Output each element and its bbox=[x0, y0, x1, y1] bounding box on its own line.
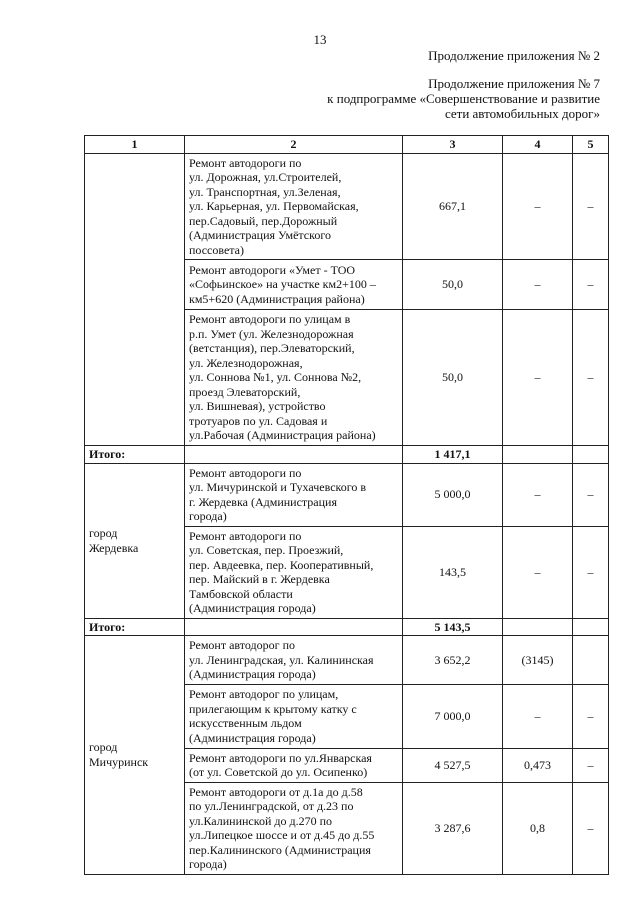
empty-cell bbox=[573, 446, 609, 464]
extra-value: – bbox=[573, 153, 609, 260]
road-repair-table bbox=[84, 135, 609, 875]
extra-value: – bbox=[573, 310, 609, 446]
empty-cell bbox=[503, 446, 573, 464]
indicator-value: 0,8 bbox=[503, 782, 573, 874]
subprogram-title-line2: сети автомобильных дорог» bbox=[444, 106, 600, 121]
amount-value: 50,0 bbox=[403, 310, 503, 446]
indicator-value: (3145) bbox=[503, 636, 573, 685]
appendix-continuation-7: Продолжение приложения № 7 bbox=[428, 76, 600, 91]
extra-value bbox=[573, 636, 609, 685]
column-header-2: 2 bbox=[185, 136, 403, 154]
project-description: Ремонт автодороги по ул.Январская (от ул. Советской до ул. Осипенко) bbox=[185, 748, 403, 782]
appendix-continuation-2: Продолжение приложения № 2 bbox=[428, 48, 600, 63]
amount-value: 5 000,0 bbox=[403, 463, 503, 526]
project-description: Ремонт автодороги по ул. Мичуринской и Тухачевского в г. Жердевка (Администрация города) bbox=[185, 463, 403, 526]
amount-value: 4 527,5 bbox=[403, 748, 503, 782]
column-header-5: 5 bbox=[573, 136, 609, 154]
amount-value: 3 287,6 bbox=[403, 782, 503, 874]
project-description: Ремонт автодороги по ул. Советская, пер. Проезжий, пер. Авдеевка, пер. Кооперативный, пер. Майский в г. Жердевка Тамбовской области (Администрация города) bbox=[185, 526, 403, 618]
district-cell bbox=[85, 153, 185, 446]
empty-cell bbox=[185, 618, 403, 636]
empty-cell bbox=[503, 618, 573, 636]
extra-value: – bbox=[573, 782, 609, 874]
project-description: Ремонт автодороги «Умет - ТОО «Софьинское» на участке км2+100 – км5+620 (Администрация района) bbox=[185, 260, 403, 310]
city-cell-zherdevka: город Жердевка bbox=[85, 463, 185, 618]
appendix-header bbox=[180, 48, 600, 121]
total-label: Итого: bbox=[85, 618, 185, 636]
total-label: Итого: bbox=[85, 446, 185, 464]
page-number: 13 bbox=[313, 32, 327, 47]
extra-value: – bbox=[573, 526, 609, 618]
indicator-value: – bbox=[503, 526, 573, 618]
subprogram-title-line1: к подпрограмме «Совершенствование и развитие bbox=[327, 91, 600, 106]
amount-value: 3 652,2 bbox=[403, 636, 503, 685]
city-cell-michurinsk: город Мичуринск bbox=[85, 636, 185, 875]
indicator-value: – bbox=[503, 260, 573, 310]
total-value: 5 143,5 bbox=[403, 618, 503, 636]
extra-value: – bbox=[573, 748, 609, 782]
column-header-4: 4 bbox=[503, 136, 573, 154]
table-row bbox=[85, 463, 609, 526]
indicator-value: – bbox=[503, 310, 573, 446]
project-description: Ремонт автодороги по ул. Дорожная, ул.Строителей, ул. Транспортная, ул.Зеленая, ул. Карьерная, ул. Первомайская, пер.Садовый, пер.Дорожный (Администрация Умётского поссовета) bbox=[185, 153, 403, 260]
project-description: Ремонт автодороги от д.1а до д.58 по ул.Ленинградской, от д.23 по ул.Калининской до д.270 по ул.Липецкое шоссе и от д.45 до д.55 пер.Калининского (Администрация города) bbox=[185, 782, 403, 874]
extra-value: – bbox=[573, 684, 609, 748]
project-description: Ремонт автодорог по ул. Ленинградская, ул. Калининская (Администрация города) bbox=[185, 636, 403, 685]
empty-cell bbox=[185, 446, 403, 464]
table-header-row bbox=[85, 136, 609, 154]
column-header-3: 3 bbox=[403, 136, 503, 154]
table-row bbox=[85, 636, 609, 685]
column-header-1: 1 bbox=[85, 136, 185, 154]
total-row bbox=[85, 446, 609, 464]
extra-value: – bbox=[573, 260, 609, 310]
project-description: Ремонт автодорог по улицам, прилегающим к крытому катку с искусственным льдом (Администрация города) bbox=[185, 684, 403, 748]
table-row bbox=[85, 153, 609, 260]
indicator-value: 0,473 bbox=[503, 748, 573, 782]
empty-cell bbox=[573, 618, 609, 636]
amount-value: 667,1 bbox=[403, 153, 503, 260]
indicator-value: – bbox=[503, 684, 573, 748]
indicator-value: – bbox=[503, 463, 573, 526]
indicator-value: – bbox=[503, 153, 573, 260]
total-row bbox=[85, 618, 609, 636]
total-value: 1 417,1 bbox=[403, 446, 503, 464]
amount-value: 7 000,0 bbox=[403, 684, 503, 748]
amount-value: 50,0 bbox=[403, 260, 503, 310]
extra-value: – bbox=[573, 463, 609, 526]
amount-value: 143,5 bbox=[403, 526, 503, 618]
project-description: Ремонт автодороги по улицам в р.п. Умет (ул. Железнодорожная (ветстанция), пер.Элеваторский, ул. Железнодорожная, ул. Соннова №1, ул. Соннова №2, проезд Элеваторский, ул. Вишневая), устройство тротуаров по ул. Садовая и ул.Рабочая (Администрация района) bbox=[185, 310, 403, 446]
